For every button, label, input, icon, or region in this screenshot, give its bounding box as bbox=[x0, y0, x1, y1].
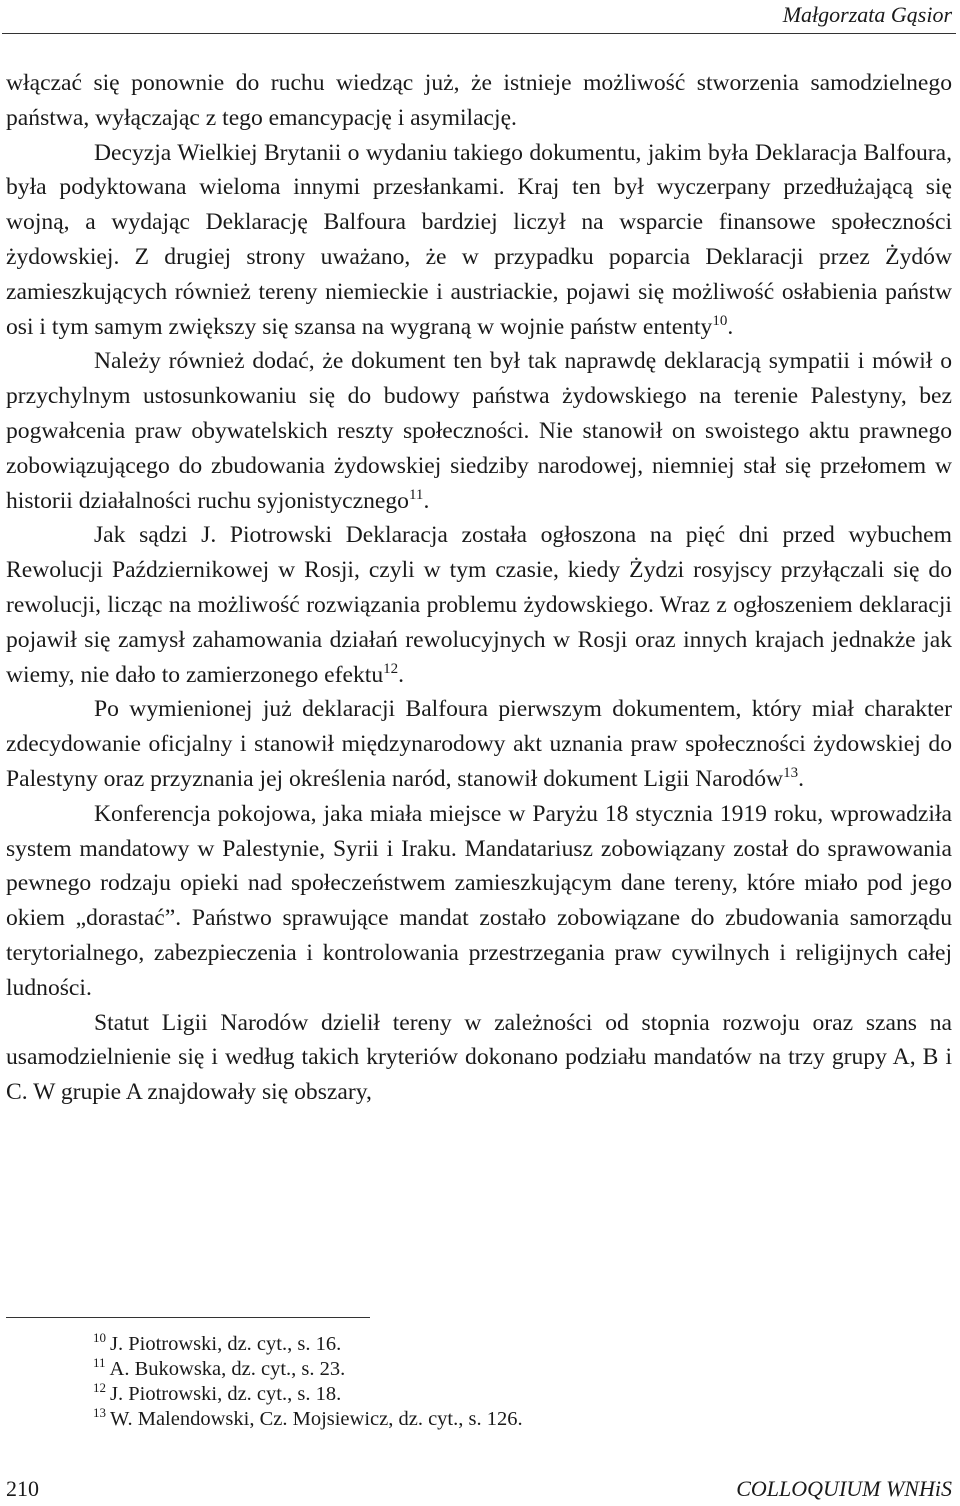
paragraph-5-text: Po wymienionej już deklaracji Balfoura pierwszym dokumentem, który miał charakter zdecydowanie oficjalny i stanowił międzynarodowy akt uznania praw społeczności żydowskiej do Palestyny oraz przyznania jej określenia naród, stanowił dokument Ligii Narodów bbox=[6, 696, 952, 792]
paragraph-1 bbox=[6, 66, 952, 136]
footnote-ref-11[interactable]: 11 bbox=[408, 486, 424, 503]
paragraph-4-tail: . bbox=[398, 661, 405, 688]
paragraph-3-tail: . bbox=[423, 487, 430, 514]
footnotes bbox=[93, 1332, 523, 1432]
footnote-number: 11 bbox=[93, 1355, 106, 1370]
paragraph-4 bbox=[6, 518, 952, 692]
footnote-ref-10[interactable]: 10 bbox=[712, 312, 728, 329]
body-text bbox=[6, 66, 952, 1110]
paragraph-7-text: Statut Ligii Narodów dzielił tereny w zależności od stopnia rozwoju oraz szans na usamodzielnienie się i według takich kryteriów dokonano podziału mandatów na trzy grupy A, B i C. W grupie A znajdowały się obszary, bbox=[6, 1009, 952, 1106]
footnote-number: 12 bbox=[93, 1380, 106, 1395]
footnote-ref-13[interactable]: 13 bbox=[783, 764, 799, 781]
paragraph-4-text: Jak sądzi J. Piotrowski Deklaracja została ogłoszona na pięć dni przed wybuchem Rewolucji Październikowej w Rosji, czyli w tym czasie, kiedy Żydzi rosyjscy przyłączali się do rewolucji, licząc na możliwość rozwiązania problemu żydowskiego. Wraz z ogłoszeniem deklaracji pojawił się zamysł zahamowania działań rewolucyjnych w Rosji oraz innych krajach jednakże jak wiemy, nie dało to zamierzonego efektu bbox=[6, 522, 952, 688]
footnote-separator bbox=[6, 1317, 370, 1318]
paragraph-3 bbox=[6, 344, 952, 518]
footnote-13 bbox=[93, 1407, 523, 1432]
footnote-number: 10 bbox=[93, 1330, 106, 1345]
footnote-number: 13 bbox=[93, 1405, 106, 1420]
footnote-text: J. Piotrowski, dz. cyt., s. 18. bbox=[110, 1383, 342, 1405]
paragraph-3-text: Należy również dodać, że dokument ten był tak naprawdę deklaracją sympatii i mówił o przychylnym ustosunkowaniu się do budowy państwa żydowskiego na terenie Palestyny, bez pogwałcenia praw obywatelskich reszty społeczności. Nie stanowił on swoistego aktu prawnego zobowiązującego do zbudowania żydowskiej siedziby narodowej, niemniej stał się przełomem w historii działalności ruchu syjonistycznego bbox=[6, 348, 952, 514]
footnote-11 bbox=[93, 1357, 523, 1382]
paragraph-7 bbox=[6, 1006, 952, 1110]
paragraph-1-text: włączać się ponownie do ruchu wiedząc już, że istnieje możliwość stworzenia samodzielnego państwa, wyłączając z tego emancypację i asymilację. bbox=[6, 70, 952, 131]
footnote-text: A. Bukowska, dz. cyt., s. 23. bbox=[109, 1358, 346, 1380]
page-number: 210 bbox=[6, 1476, 39, 1501]
paragraph-6-text: Konferencja pokojowa, jaka miała miejsce w Paryżu 18 stycznia 1919 roku, wprowadziła system mandatowy w Palestynie, Syrii i Iraku. Mandatariusz zobowiązany został do sprawowania pewnego rodzaju opieki nad społeczeństwem zamieszkującym dane tereny, które miało pod jego okiem „dorastać”. Państwo sprawujące mandat zostało zobowiązane do zbudowania samorządu terytorialnego, zabezpieczenia i kontrolowania przestrzegania praw cywilnych i religijnych całej ludności. bbox=[6, 800, 952, 1001]
footnote-10 bbox=[93, 1332, 523, 1357]
footnote-ref-12[interactable]: 12 bbox=[383, 660, 399, 677]
footnote-text: W. Malendowski, Cz. Mojsiewicz, dz. cyt., s. 126. bbox=[110, 1408, 523, 1430]
paragraph-2 bbox=[6, 136, 952, 345]
running-head-author: Małgorzata Gąsior bbox=[782, 2, 952, 27]
paragraph-2-tail: . bbox=[727, 313, 734, 340]
paragraph-5-tail: . bbox=[798, 765, 804, 792]
footnote-text: J. Piotrowski, dz. cyt., s. 16. bbox=[110, 1333, 342, 1355]
journal-name: COLLOQUIUM WNHiS bbox=[736, 1476, 952, 1501]
paragraph-2-text: Decyzja Wielkiej Brytanii o wydaniu takiego dokumentu, jakim była Deklaracja Balfoura, była podyktowana wieloma innymi przesłankami. Kraj ten był wyczerpany przedłużającą się wojną, a wydając Deklarację Balfoura bardziej liczył na wsparcie finansowe społeczności żydowskiej. Z drugiej strony uważano, że w przypadku poparcia Deklaracji przez Żydów zamieszkujących również tereny niemieckie i austriackie, pojawi się możliwość osłabienia państw osi i tym samym zwiększy się szansa na wygraną w wojnie państw ententy bbox=[6, 139, 952, 340]
footnote-12 bbox=[93, 1382, 523, 1407]
paragraph-6 bbox=[6, 797, 952, 1006]
header-rule bbox=[2, 33, 956, 34]
paragraph-5 bbox=[6, 692, 952, 796]
